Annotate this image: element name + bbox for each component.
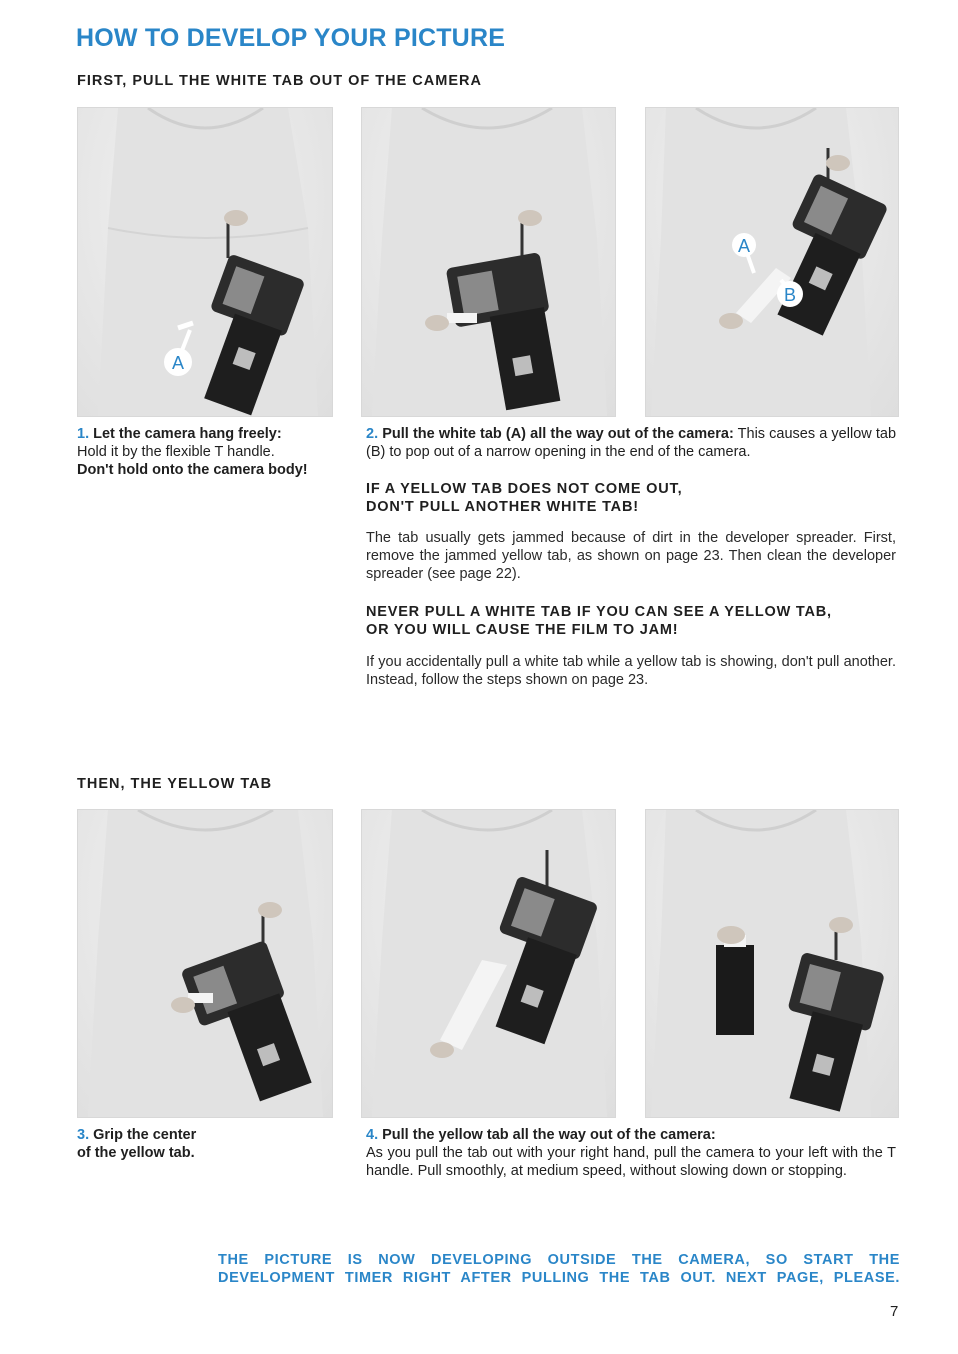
page-number: 7 <box>890 1303 899 1320</box>
photo-grip-yellow-tab-illustration <box>78 810 332 1117</box>
photo-tab-out <box>645 809 899 1118</box>
photo-label-a: A <box>171 353 185 373</box>
warning-no-yellow-tab <box>366 480 896 516</box>
warning-never-pull <box>366 603 896 639</box>
section-heading-white-tab: FIRST, PULL THE WHITE TAB OUT OF THE CAMERA <box>77 73 482 89</box>
warning1-line1: IF A YELLOW TAB DOES NOT COME OUT, <box>366 481 683 497</box>
warning2-line1: NEVER PULL A WHITE TAB IF YOU CAN SEE A YELLOW TAB, <box>366 604 832 620</box>
step1-heading: Let the camera hang freely: <box>93 426 282 442</box>
step3-line1: Grip the center <box>93 1127 197 1143</box>
step2-caption <box>366 425 896 461</box>
paragraph-jammed-tab: The tab usually gets jammed because of dirt in the developer spreader. First, remove the jammed yellow tab, as shown on page 23. Then clean the developer spreader (see page 22). <box>366 530 896 582</box>
step2-body: This causes a yellow tab (B) to pop out of a narrow opening in the end of the camera. <box>366 426 897 460</box>
photo-camera-hang <box>77 107 333 417</box>
step4-heading: Pull the yellow tab all the way out of the camera: <box>382 1127 716 1143</box>
paragraph-accidental-pull: If you accidentally pull a white tab while a yellow tab is showing, don't pull another. Instead, follow the steps shown on page 23. <box>366 654 896 688</box>
photo-pull-yellow-tab <box>361 809 616 1118</box>
warning2-line2: OR YOU WILL CAUSE THE FILM TO JAM! <box>366 622 679 638</box>
photo-pull-yellow-tab-illustration <box>362 810 615 1117</box>
step4-number: 4. <box>366 1127 379 1143</box>
photo-pull-white-tab-illustration <box>362 108 615 416</box>
photo-label-a: A <box>737 236 751 256</box>
warning1-line2: DON'T PULL ANOTHER WHITE TAB! <box>366 499 639 515</box>
step3-caption <box>77 1126 342 1162</box>
section-heading-yellow-tab: THEN, THE YELLOW TAB <box>77 776 273 792</box>
photo-camera-hang-illustration <box>78 108 332 416</box>
step1-line2: Hold it by the flexible T handle. <box>77 444 275 460</box>
step1-number: 1. <box>77 426 90 442</box>
step2-heading: Pull the white tab (A) all the way out of the camera: <box>382 426 734 442</box>
step3-number: 3. <box>77 1127 90 1143</box>
step2-number: 2. <box>366 426 379 442</box>
footer-note: THE PICTURE IS NOW DEVELOPING OUTSIDE THE CAMERA, SO START THE DEVELOPMENT TIMER RIGHT AFTER PULLING THE TAB OUT. NEXT PAGE, PLEASE. <box>218 1252 900 1286</box>
photo-yellow-tab-pops-illustration <box>646 108 898 416</box>
page-title: HOW TO DEVELOP YOUR PICTURE <box>76 24 506 52</box>
photo-label-b: B <box>783 285 797 305</box>
step1-line3: Don't hold onto the camera body! <box>77 462 308 478</box>
photo-tab-out-illustration <box>646 810 898 1117</box>
step4-body: As you pull the tab out with your right hand, pull the camera to your left with the T handle. Pull smoothly, at medium speed, without slowing down or stopping. <box>366 1145 896 1179</box>
photo-yellow-tab-pops <box>645 107 899 417</box>
step4-caption <box>366 1126 896 1180</box>
step3-line2: of the yellow tab. <box>77 1145 195 1161</box>
photo-pull-white-tab <box>361 107 616 417</box>
photo-grip-yellow-tab <box>77 809 333 1118</box>
step1-caption <box>77 425 342 479</box>
